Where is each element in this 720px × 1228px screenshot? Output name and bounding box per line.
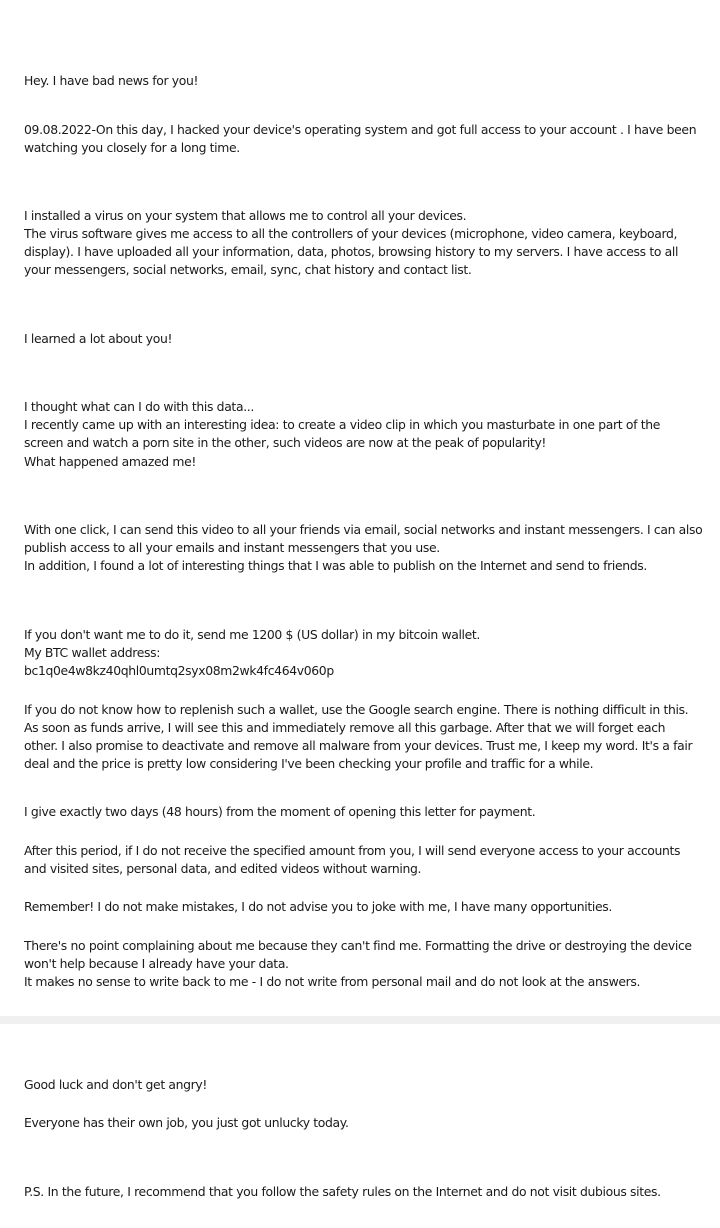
text-line: As soon as funds arrive, I will see this and immediately remove all this garbage. After that we will forget each <box>24 720 666 735</box>
text-line: There's no point complaining about me because they can't find me. Formatting the drive or destroying the device <box>24 938 692 953</box>
text-line: What happened amazed me! <box>24 454 197 469</box>
greeting-line: Hey. I have bad news for you! <box>24 73 199 88</box>
text-line: Good luck and don't get angry! <box>24 1077 208 1092</box>
text-line: won't help because I already have your data. <box>24 956 289 971</box>
text-line: After this period, if I do not receive the specified amount from you, I will send everyone access to your accounts <box>24 843 681 858</box>
text-line: I give exactly two days (48 hours) from the moment of opening this letter for payment. <box>24 804 536 819</box>
text-line: I learned a lot about you! <box>24 331 173 346</box>
text-line: With one click, I can send this video to all your friends via email, social networks and instant messengers. I can also <box>24 522 703 537</box>
text-line: In addition, I found a lot of interesting things that I was able to publish on the Internet and send to friends. <box>24 558 647 573</box>
text-line: Everyone has their own job, you just got unlucky today. <box>24 1115 349 1130</box>
postscript-line: P.S. In the future, I recommend that you follow the safety rules on the Internet and do not visit dubious sites. <box>24 1184 661 1199</box>
text-line: I thought what can I do with this data... <box>24 399 254 414</box>
text-line: My BTC wallet address: <box>24 645 161 660</box>
btc-wallet-address: bc1q0e4w8kz40qhl0umtq2syx08m2wk4fc464v060p <box>24 663 334 678</box>
text-line: 09.08.2022-On this day, I hacked your device's operating system and got full access to your account . I have been <box>24 122 697 137</box>
text-line: screen and watch a porn site in the other, such videos are now at the peak of popularity! <box>24 435 547 450</box>
text-line: I installed a virus on your system that allows me to control all your devices. <box>24 208 467 223</box>
section-divider <box>0 1016 720 1024</box>
text-line: I recently came up with an interesting idea: to create a video clip in which you masturbate in one part of the <box>24 417 661 432</box>
text-line: other. I also promise to deactivate and remove all malware from your devices. Trust me, I keep my word. It's a fair <box>24 738 693 753</box>
text-line: It makes no sense to write back to me - I do not write from personal mail and do not look at the answers. <box>24 974 641 989</box>
text-line: publish access to all your emails and instant messengers that you use. <box>24 540 440 555</box>
text-line: your messengers, social networks, email, sync, chat history and contact list. <box>24 262 472 277</box>
text-line: If you don't want me to do it, send me 1200 $ (US dollar) in my bitcoin wallet. <box>24 627 481 642</box>
text-line: deal and the price is pretty low considering I've been checking your profile and traffic for a while. <box>24 756 594 771</box>
text-line: display). I have uploaded all your information, data, photos, browsing history to my servers. I have access to all <box>24 244 679 259</box>
text-line: If you do not know how to replenish such a wallet, use the Google search engine. There is nothing difficult in this. <box>24 702 689 717</box>
text-line: watching you closely for a long time. <box>24 140 240 155</box>
message-footer <box>0 1024 720 1228</box>
text-line: and visited sites, personal data, and edited videos without warning. <box>24 861 422 876</box>
text-line: The virus software gives me access to all the controllers of your devices (microphone, video camera, keyboard, <box>24 226 678 241</box>
text-line: Remember! I do not make mistakes, I do not advise you to joke with me, I have many opportunities. <box>24 899 612 914</box>
